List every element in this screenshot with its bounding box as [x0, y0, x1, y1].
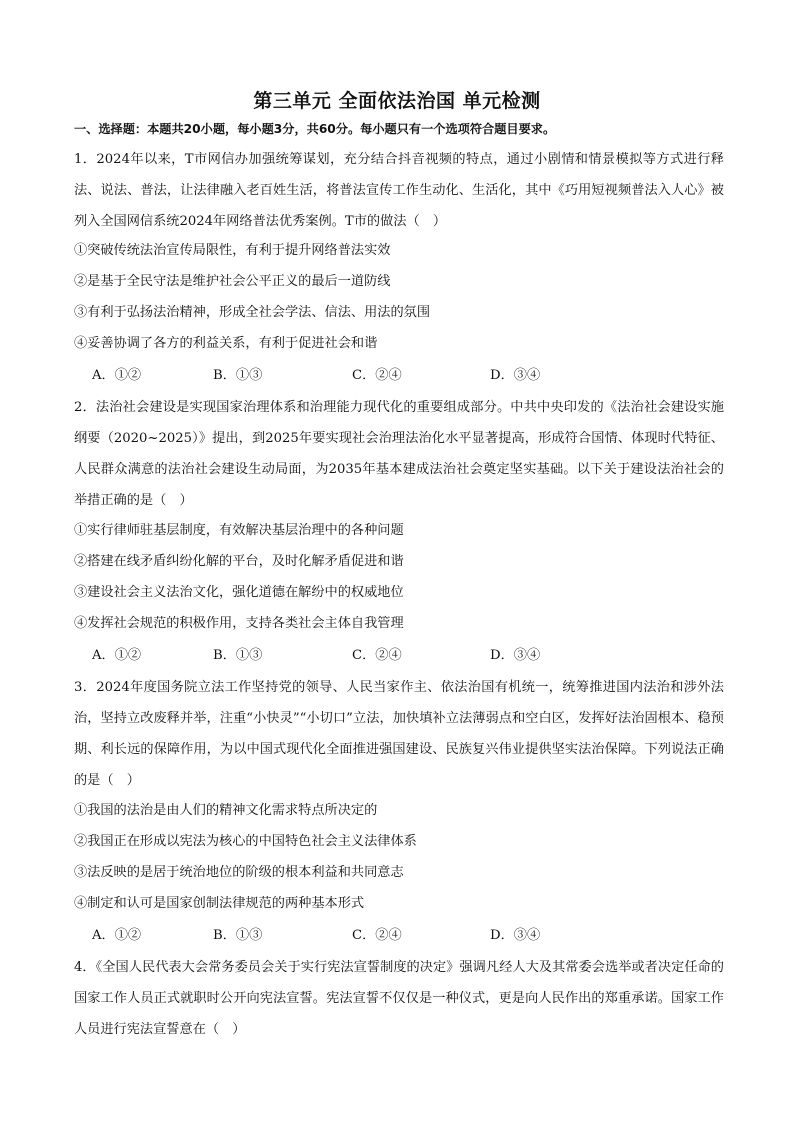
question-1-option-1: ①突破传统法治宣传局限性，有利于提升网络普法实效 — [74, 243, 391, 258]
question-3-option-1: ①我国的法治是由人们的精神文化需求特点所决定的 — [74, 803, 378, 818]
question-1-stem: 1．2024年以来，T市网信办加强统筹谋划，充分结合抖音视频的特点，通过小剧情和情景模拟等方式进行释法、说法、普法，让法律融入老百姓生活，将普法宣传工作生动化、生活化，其中《巧用短视频普法入人心》被列入全国网信系统2024年网络普法优秀案例。T市的做法（ ） — [74, 152, 724, 229]
section-heading: 一、选择题：本题共20小题，每小题3分，共60分。每小题只有一个选项符合题目要求。 — [74, 122, 556, 136]
question-1-option-4: ④妥善协调了各方的利益关系，有利于促进社会和谐 — [74, 336, 378, 351]
choice-d: D．③④ — [490, 368, 541, 383]
choice-a: A．①② — [92, 648, 142, 663]
choice-a: A．①② — [92, 928, 142, 943]
question-2-option-2: ②搭建在线矛盾纠纷化解的平台，及时化解矛盾促进和谐 — [74, 554, 404, 569]
choice-c: C．②④ — [352, 928, 402, 943]
question-2-option-1: ①实行律师驻基层制度，有效解决基层治理中的各种问题 — [74, 523, 404, 538]
question-3-option-3: ③法反映的是居于统治地位的阶级的根本利益和共同意志 — [74, 865, 404, 880]
choice-c: C．②④ — [352, 368, 402, 383]
question-3-option-4: ④制定和认可是国家创制法律规范的两种基本形式 — [74, 896, 365, 911]
choice-b: B．①③ — [213, 928, 263, 943]
question-4-stem: 4．《全国人民代表大会常务委员会关于实行宪法宣誓制度的决定》强调凡经人大及其常委会选举或者决定任命的国家工作人员正式就职时公开向宪法宣誓。宪法宣誓不仅仅是一种仪式，更是向人民作出的郑重承诺。国家工作人员进行宪法宣誓意在（ ） — [74, 960, 724, 1037]
question-1-choices — [92, 366, 692, 386]
question-2-option-3: ③建设社会主义法治文化，强化道德在解纷中的权威地位 — [74, 585, 404, 600]
question-2-choices — [92, 646, 692, 666]
question-1-option-3: ③有利于弘扬法治精神，形成全社会学法、信法、用法的氛围 — [74, 305, 431, 320]
document-title: 第三单元 全面依法治国 单元检测 — [253, 90, 541, 112]
choice-d: D．③④ — [490, 928, 541, 943]
choice-b: B．①③ — [213, 648, 263, 663]
question-3-choices — [92, 926, 692, 946]
question-3-option-2: ②我国正在形成以宪法为核心的中国特色社会主义法律体系 — [74, 834, 417, 849]
choice-a: A．①② — [92, 368, 142, 383]
question-2-option-4: ④发挥社会规范的积极作用，支持各类社会主体自我管理 — [74, 616, 404, 631]
choice-c: C．②④ — [352, 648, 402, 663]
choice-d: D．③④ — [490, 648, 541, 663]
question-3-stem: 3．2024年度国务院立法工作坚持党的领导、人民当家作主、依法治国有机统一，统筹推进国内法治和涉外法治，坚持立改废释并举，注重“小快灵”“小切口”立法，加快填补立法薄弱点和空白区，发挥好法治固根本、稳预期、利长远的保障作用，为以中国式现代化全面推进强国建设、民族复兴伟业提供坚实法治保障。下列说法正确的是（ ） — [74, 680, 724, 788]
question-1-option-2: ②是基于全民守法是维护社会公平正义的最后一道防线 — [74, 274, 391, 289]
question-2-stem: 2．法治社会建设是实现国家治理体系和治理能力现代化的重要组成部分。中共中央印发的《法治社会建设实施纲要（2020~2025）》提出，到2025年要实现社会治理法治化水平显著提高，形成符合国情、体现时代特征、人民群众满意的法治社会建设生动局面，为2035年基本建成法治社会奠定坚实基础。以下关于建设法治社会的举措正确的是（ ） — [74, 400, 724, 508]
choice-b: B．①③ — [213, 368, 263, 383]
